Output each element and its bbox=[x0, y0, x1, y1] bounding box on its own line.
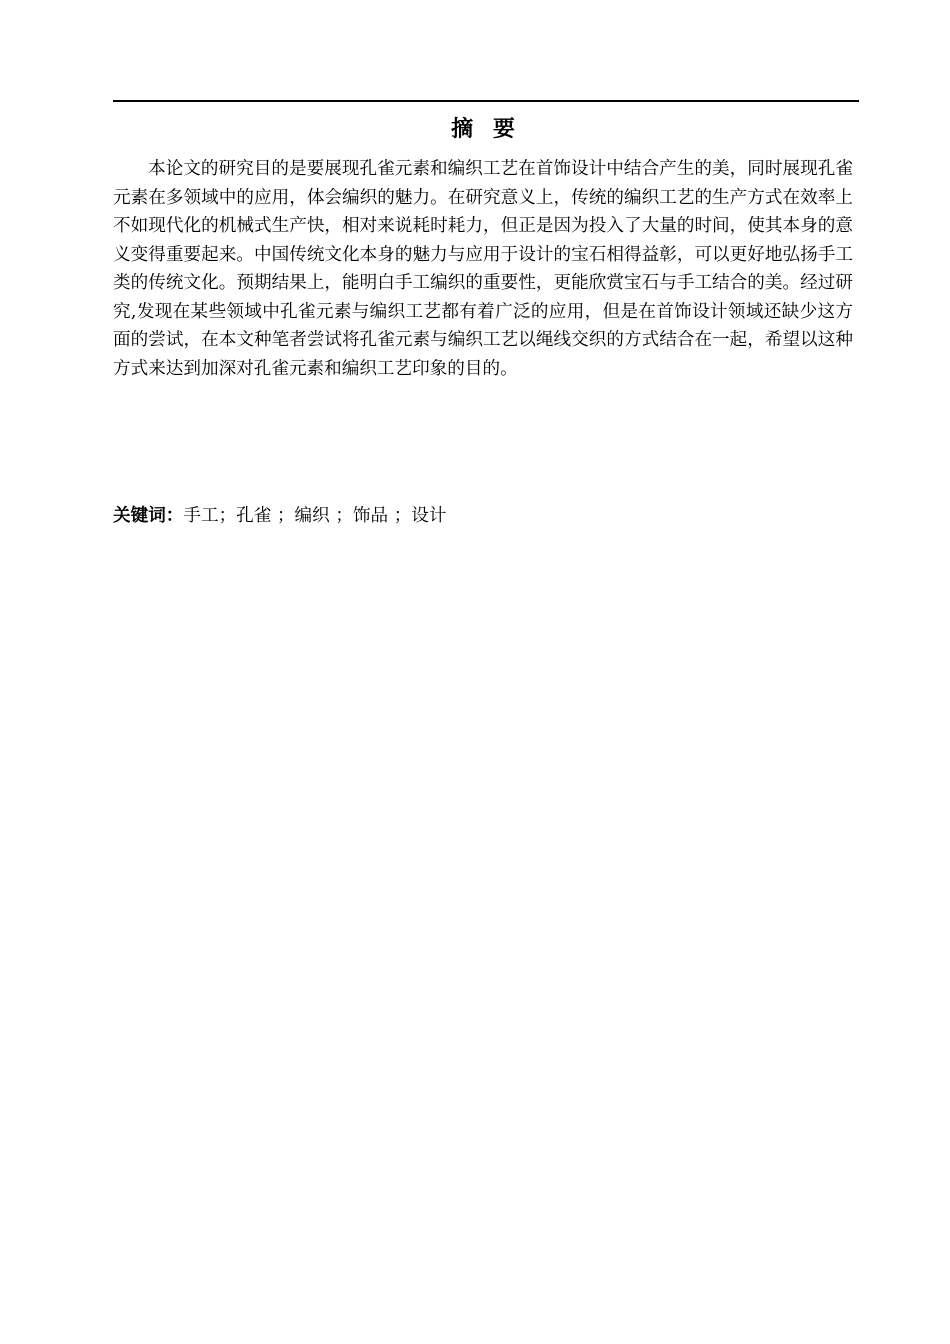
keywords-label: 关键词： bbox=[113, 506, 184, 526]
header-rule bbox=[113, 100, 859, 102]
abstract-paragraph: 本论文的研究目的是要展现孔雀元素和编织工艺在首饰设计中结合产生的美，同时展现孔雀元素在多领域中的应用，体会编织的魅力。在研究意义上，传统的编织工艺的生产方式在效率上不如现代化的机械式生产快，相对来说耗时耗力，但正是因为投入了大量的时间，使其本身的意义变得重要起来。中国传统文化本身的魅力与应用于设计的宝石相得益彰，可以更好地弘扬手工类的传统文化。预期结果上，能明白手工编织的重要性，更能欣赏宝石与手工结合的美。经过研究,发现在某些领域中孔雀元素与编织工艺都有着广泛的应用，但是在首饰设计领域还缺少这方面的尝试，在本文种笔者尝试将孔雀元素与编织工艺以绳线交织的方式结合在一起，希望以这种方式来达到加深对孔雀元素和编织工艺印象的目的。 bbox=[113, 159, 853, 379]
keywords-line bbox=[113, 502, 853, 530]
abstract-title: 摘 要 bbox=[451, 117, 521, 142]
keywords-value: 手工；孔雀 ；编织 ；饰品 ；设计 bbox=[183, 506, 447, 526]
